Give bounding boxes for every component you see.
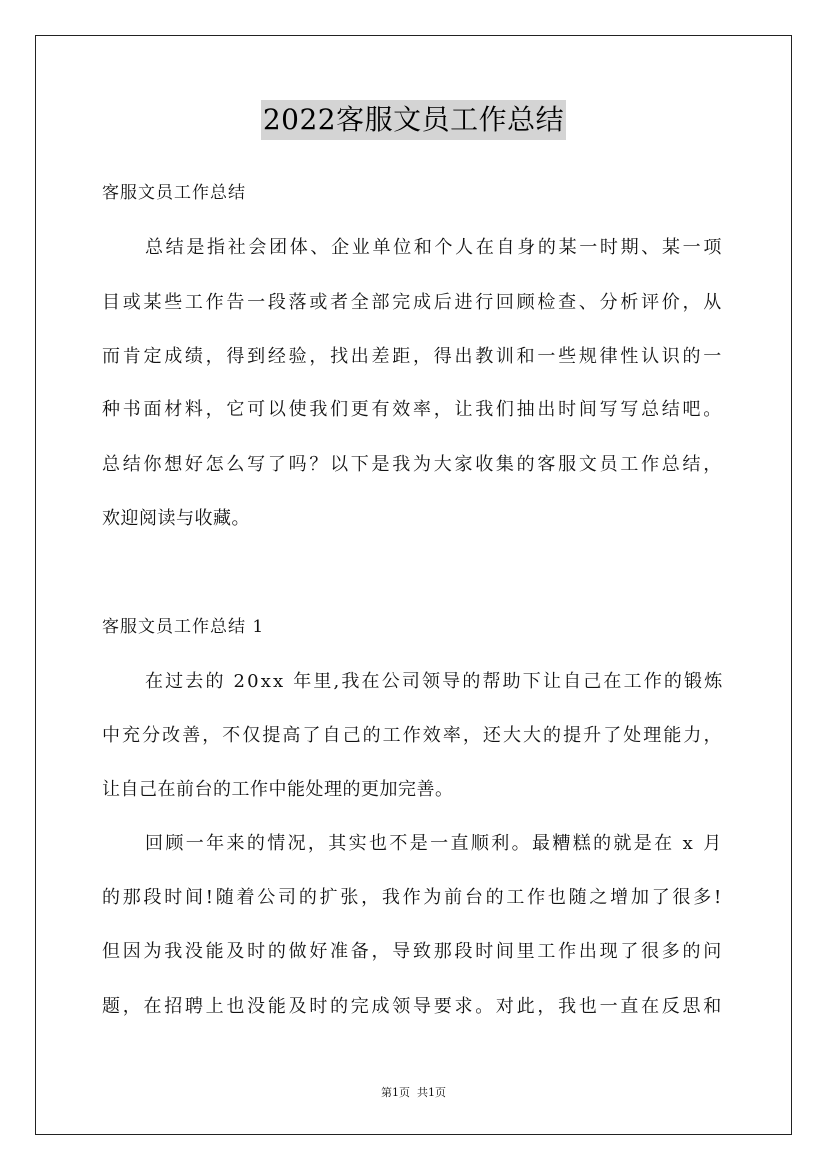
intro-line: 总结你想好怎么写了吗？以下是我为大家收集的客服文员工作总结，	[102, 454, 724, 475]
intro-line: 而肯定成绩，得到经验，找出差距，得出教训和一些规律性认识的一	[102, 346, 724, 367]
section-heading: 客服文员工作总结 1	[102, 617, 265, 637]
intro-line: 目或某些工作告一段落或者全部完成后进行回顾检查、分析评价，从	[102, 292, 724, 313]
paragraph-line: 的那段时间!随着公司的扩张，我作为前台的工作也随之增加了很多!	[102, 887, 724, 908]
document-subtitle: 客服文员工作总结	[102, 183, 246, 203]
intro-line: 种书面材料，它可以使我们更有效率，让我们抽出时间写写总结吧。	[102, 399, 724, 420]
paragraph-line: 但因为我没能及时的做好准备，导致那段时间里工作出现了很多的问	[102, 941, 724, 962]
paragraph-line: 题，在招聘上也没能及时的完成领导要求。对此，我也一直在反思和	[102, 996, 724, 1017]
title-container	[0, 100, 827, 140]
page-indicator: 第1页 共1页	[381, 1086, 446, 1099]
paragraph-line: 回顾一年来的情况，其实也不是一直顺利。最糟糕的就是在 x 月	[145, 833, 724, 854]
paragraph-line: 让自己在前台的工作中能处理的更加完善。	[102, 779, 454, 800]
paragraph-line: 中充分改善，不仅提高了自己的工作效率，还大大的提升了处理能力，	[102, 725, 724, 746]
intro-line: 欢迎阅读与收藏。	[102, 508, 250, 529]
document-title: 2022客服文员工作总结	[261, 100, 566, 140]
intro-line: 总结是指社会团体、企业单位和个人在自身的某一时期、某一项	[145, 237, 724, 258]
paragraph-line: 在过去的 20xx 年里,我在公司领导的帮助下让自己在工作的锻炼	[145, 671, 725, 692]
